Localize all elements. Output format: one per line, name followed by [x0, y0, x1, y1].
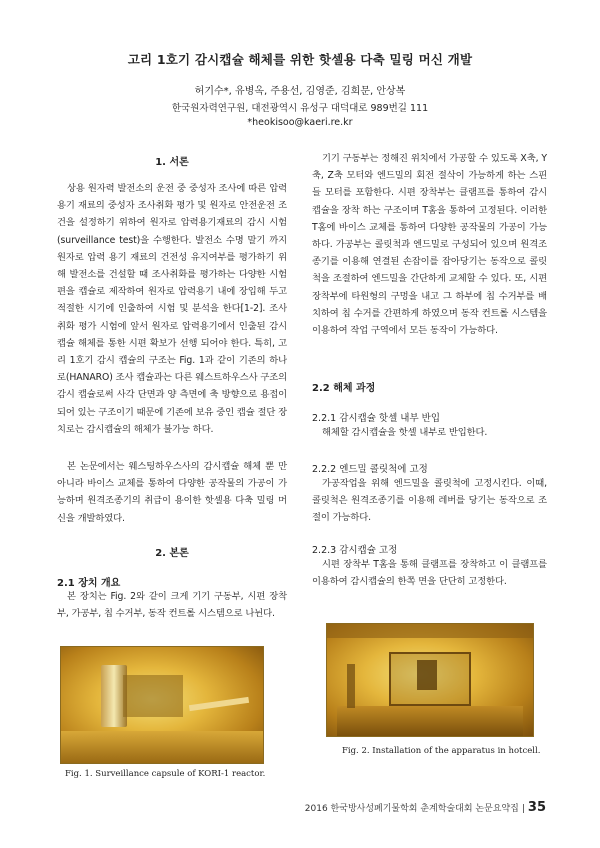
conference-name: 2016 한국방사성폐기물학회 춘계학술대회 논문요약집: [304, 804, 519, 814]
section-2-1-title: 2.1 장치 개요: [57, 578, 121, 589]
intro-paragraph-1: 상용 원자력 발전소의 운전 중 중성자 조사에 따른 압력용기 재료의 중성자 조사취화 평가 및 원자로 안전운전 조건을 설정하기 위하여 원자로 압력용기재료의 감시 시험(surveillance test)을 수행한다. 발전소 수명 말기 까지 원자로 압력 용기 재료의 건전성 유지여부를 평가하기 위해 발전소를 건설할 때 조사취화를 평가하는 다양한 시험편을 캡슐로 제작하여 원자로 압력용기 내에 장입해 두고 적절한 시기에 인출하여 시험 및 분석을 한다[1-2]. 조사취화 평가 시험에 앞서 원자로 압력용기에서 인출된 감시 캡슐 해체를 통한 시편 확보가 선행 되어야 한다. 특히, 고리 1호기 감시 캡슐의 구조는 Fig. 1과 같이 기존의 하나로(HANARO) 조사 캡슐과는 다른 웨스트하우스사 구조의 감시 캡슐로써 사각 단면과 양 측면에 축 방향으로 용접이 되어 있는 구조이기 때문에 기존에 보유 중인 캡슐 절단 장치로는 감시캡슐의 해체가 불가능 하다.: [57, 183, 287, 435]
figure-1-caption: Fig. 1. Surveillance capsule of KORI-1 reactor.: [65, 769, 266, 779]
section-2-2-2-title: 2.2.2 엔드밀 콜릿척에 고정: [312, 464, 428, 475]
figure-2-photo: [326, 623, 534, 737]
footer-separator: |: [521, 804, 525, 814]
intro-paragraph-2: 본 논문에서는 웨스팅하우스사의 감시캡슐 해체 뿐 만 아니라 바이스 교체를 통하여 다양한 공작물의 가공이 가능하며 원격조종기의 취급이 용이한 핫셀용 다축 밀링 머신을 개발하였다.: [57, 461, 287, 524]
section-2-2-2-paragraph: 가공작업을 위해 엔드밀을 콜릿척에 고정시킨다. 이때, 콜릿척은 원격조종기를 이용해 레버를 당기는 동작으로 조절이 가능하다.: [312, 478, 547, 524]
section-2-title: 2. 본론: [155, 548, 189, 559]
corresponding-email: *heokisoo@kaeri.re.kr: [247, 117, 353, 128]
figure-2-caption: Fig. 2. Installation of the apparatus in hotcell.: [342, 746, 541, 756]
paper-title: 고리 1호기 감시캡슐 해체를 위한 핫셀용 다축 밀링 머신 개발: [127, 52, 473, 67]
device-description-paragraph: 기기 구동부는 정해진 위치에서 가공할 수 있도록 X축, Y축, Z축 모터와 엔드밀의 회전 절삭이 가능하게 하는 스핀들 모터를 포함한다. 시편 장착부는 클램프를 통하여 감시 캡슐을 장착 하는 구조이며 T홈을 통하여 고정된다. 이러한 T홈에 바이스 교체를 통하여 다양한 공작물의 가공이 가능하다. 가공부는 콜릿척과 엔드밀로 구성되어 있으며 원격조종기를 이용해 연결된 손잡이를 잡아당기는 동작으로 콜릿척을 조절하여 엔드밀을 간단하게 교체할 수 있다. 또, 시편 장착부에 타원형의 구멍을 내고 그 하부에 칩 수거부를 배치하여 칩 수거를 간편하게 하였으며 동작 컨트롤 시스템을 이용하여 작업 구역에서 모든 동작이 가능하다.: [312, 153, 547, 337]
section-2-1-paragraph: 본 장치는 Fig. 2와 같이 크게 기기 구동부, 시편 장착부, 가공부, 칩 수거부, 동작 컨트롤 시스템으로 나뉜다.: [57, 591, 287, 620]
capsule-shadow: [123, 675, 183, 717]
affiliation: 한국원자력연구원, 대전광역시 유성구 대덕대로 989번길 111: [171, 103, 429, 114]
manipulator-left: [347, 664, 355, 708]
section-2-2-1-paragraph: 해체할 감시캡슐을 핫셀 내부로 반입한다.: [322, 427, 488, 438]
page-footer: [305, 800, 546, 815]
figure-1-photo: [60, 646, 264, 764]
section-1-title: 1. 서론: [155, 157, 189, 168]
spindle-motor: [417, 660, 437, 690]
page-number: 35: [527, 800, 546, 815]
hotcell-table: [337, 706, 523, 736]
tool-rod: [189, 697, 249, 711]
hotcell-floor: [61, 731, 263, 763]
section-2-2-3-title: 2.2.3 감시캡슐 고정: [312, 545, 398, 556]
hotcell-window-frame: [327, 624, 533, 638]
section-2-2-3-paragraph: 시편 장착부 T홈을 통해 클램프를 장착하고 이 클램프를 이용하여 감시캡슐의 한쪽 면을 단단히 고정한다.: [312, 559, 547, 588]
author-list: 허기수*, 유병옥, 주용선, 김영준, 김희문, 안상복: [194, 86, 406, 97]
section-2-2-title: 2.2 해체 과정: [312, 383, 376, 394]
section-2-2-1-title: 2.2.1 감시캡슐 핫셀 내부 반입: [312, 413, 441, 424]
